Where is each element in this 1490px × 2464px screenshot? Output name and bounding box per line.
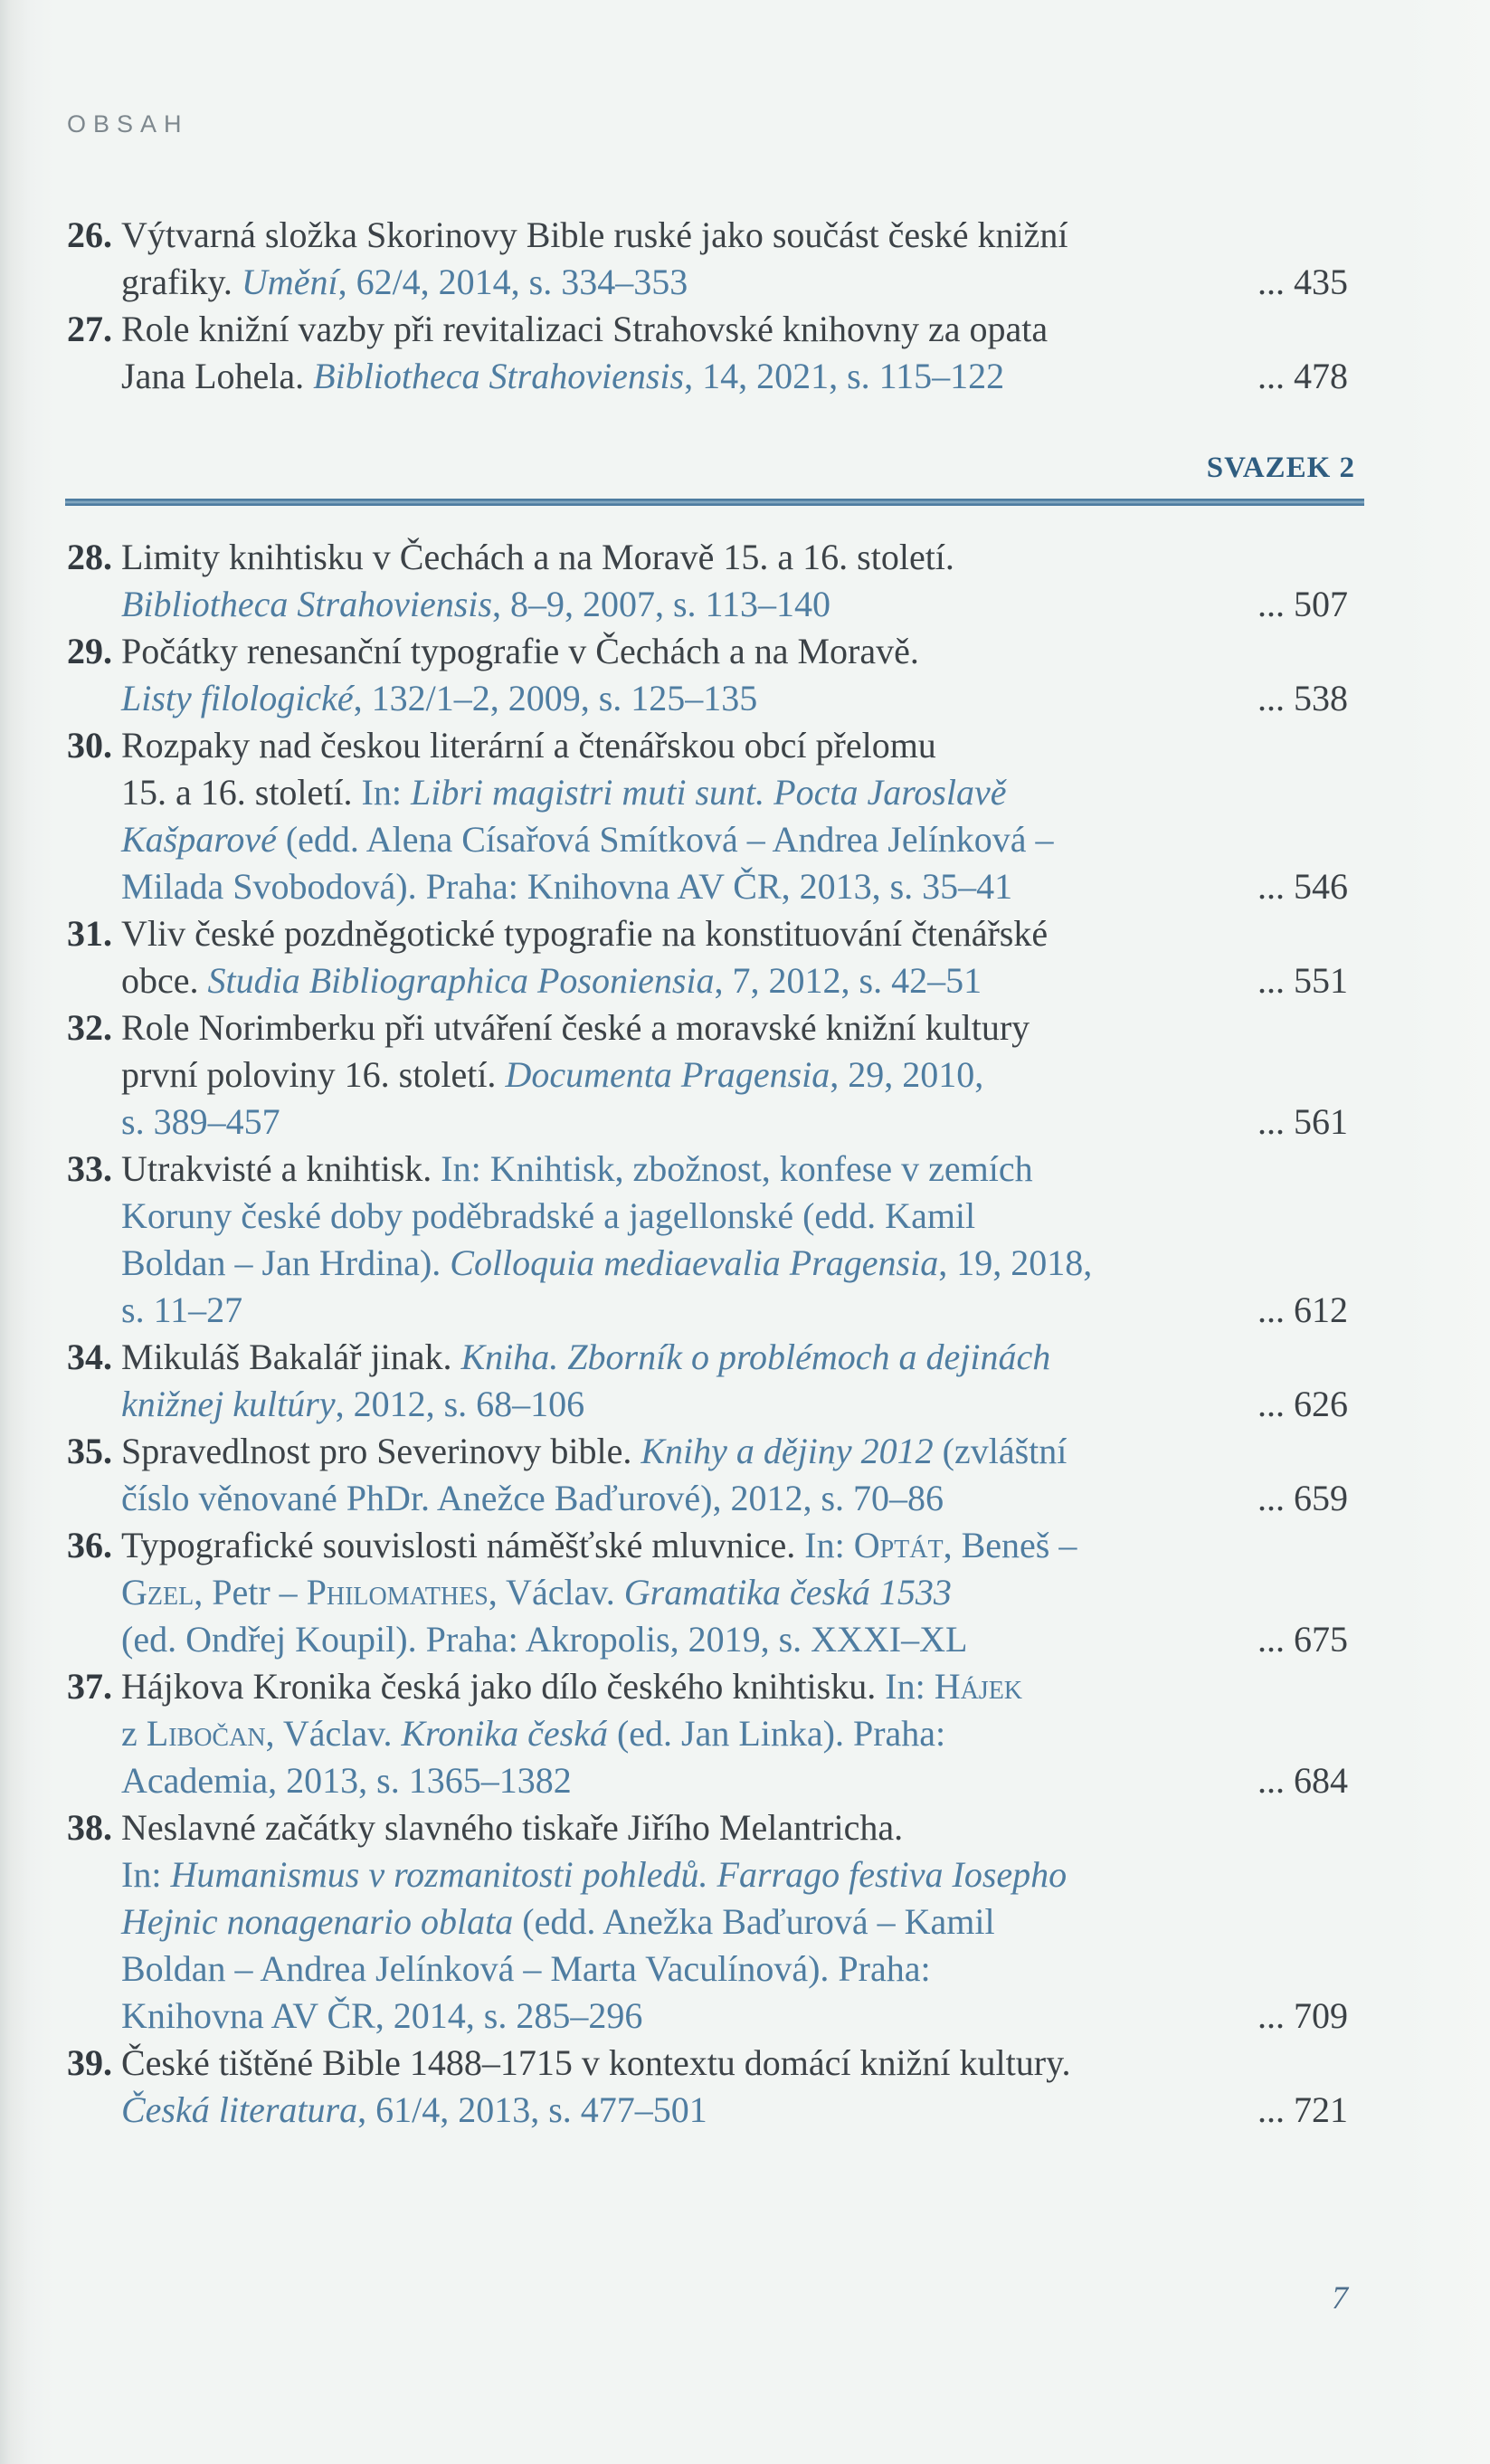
entry-text-segment: Hájkova Kronika česká jako dílo českého knihtisku. [121, 1666, 886, 1707]
entry-page-number: ... 435 [1257, 262, 1348, 302]
entry-text-segment: Knihy a dějiny 2012 [641, 1431, 934, 1471]
entry-text-segment: (ed. Ondřej Koupil). Praha: Akropolis, 2019, s. XXXI–XL [121, 1619, 968, 1660]
entry-text-segment: Neslavné začátky slavného tiskaře Jiřího Melantricha. [121, 1807, 904, 1848]
entry-number: 32. [67, 1007, 112, 1048]
toc-line [121, 1757, 1348, 1804]
entry-text-segment: Libri magistri muti sunt. Pocta Jaroslavě [410, 772, 1007, 813]
entry-text-segment: Rozpaky nad českou literární a čtenářskou obcí přelomu [121, 725, 936, 766]
entry-text-segment: Kašparové [121, 819, 286, 860]
entry-text-segment: , 19, 2018, [938, 1242, 1093, 1283]
toc-entry [67, 722, 1348, 910]
entry-text-segment: (zvláštní [933, 1431, 1068, 1471]
section-label-svazek-2: SVAZEK 2 [1206, 452, 1355, 484]
entry-page-number: ... 561 [1257, 1101, 1348, 1142]
toc-line [67, 722, 1348, 769]
toc-line [121, 1569, 1348, 1616]
entry-number: 35. [67, 1431, 112, 1471]
entry-text-segment: Bibliotheca Strahoviensis [121, 584, 492, 624]
entry-text-segment: Knihovna AV ČR, 2014, s. 285–296 [121, 1995, 643, 2036]
entry-text-segment: Spravedlnost pro Severinovy bible. [121, 1431, 641, 1471]
entry-text-segment: In: [121, 1854, 171, 1895]
entry-text-segment: Optát [853, 1525, 944, 1565]
entry-text-segment: Hájek [934, 1666, 1023, 1707]
entry-text-segment: Mikuláš Bakalář jinak. [121, 1337, 461, 1377]
toc-line [121, 353, 1348, 400]
entry-text-segment: Studia Bibliographica Posoniensia [207, 960, 715, 1001]
toc-line [67, 628, 1348, 675]
toc-line [121, 1381, 1348, 1428]
entry-text-segment: , 61/4, 2013, s. 477–501 [357, 2089, 707, 2130]
toc-entry [67, 1522, 1348, 1663]
toc-line [67, 1146, 1348, 1193]
entry-text-segment: Typografické souvislosti náměšťské mluvnice. [121, 1525, 805, 1565]
entry-text-segment: první poloviny 16. století. [121, 1054, 506, 1095]
entry-text-segment: , 29, 2010, [830, 1054, 984, 1095]
entry-text-segment: Utrakvisté a knihtisk. [121, 1148, 441, 1189]
toc-entries-volume1 [67, 212, 1348, 400]
entry-page-number: ... 612 [1257, 1289, 1348, 1330]
entry-text-segment: Colloquia mediaevalia Pragensia [450, 1242, 939, 1283]
entry-text-segment: Philomathes [306, 1572, 489, 1613]
entry-text-segment: Gramatika česká 1533 [623, 1572, 952, 1613]
toc-entry [67, 1428, 1348, 1522]
entry-page-number: ... 684 [1257, 1760, 1348, 1801]
entry-text-segment: číslo věnované PhDr. Anežce Baďurové), 2012, s. 70–86 [121, 1478, 944, 1518]
toc-line [67, 534, 1348, 581]
entry-number: 30. [67, 725, 112, 766]
entry-text-segment: Hejnic nonagenario oblata [121, 1901, 514, 1942]
entry-page-number: ... 478 [1257, 356, 1348, 396]
entry-text-segment: Gzel [121, 1572, 195, 1613]
toc-line [67, 1428, 1348, 1475]
entry-number: 36. [67, 1525, 112, 1565]
entry-text-segment: In: Knihtisk, zbožnost, konfese v zemích [441, 1148, 1033, 1189]
entry-text-segment: Vliv české pozdněgotické typografie na konstituování čtenářské [121, 913, 1049, 954]
entry-text-segment: s. 11–27 [121, 1289, 243, 1330]
toc-line [67, 212, 1348, 259]
entry-number: 38. [67, 1807, 112, 1848]
toc-line [121, 1710, 1348, 1757]
entry-text-segment: , 8–9, 2007, s. 113–140 [491, 584, 831, 624]
entry-number: 39. [67, 2042, 112, 2083]
toc-line [121, 1240, 1348, 1287]
entry-text-segment: knižnej kultúry [121, 1384, 336, 1424]
entry-text-segment: Academia, 2013, s. 1365–1382 [121, 1760, 572, 1801]
toc-line [67, 1334, 1348, 1381]
toc-entry [67, 1804, 1348, 2040]
entry-text-segment: Listy filologické [121, 678, 354, 718]
toc-line [121, 2087, 1348, 2134]
entry-page-number: ... 659 [1257, 1478, 1348, 1518]
entry-page-number: ... 538 [1257, 678, 1348, 718]
toc-entry [67, 2040, 1348, 2134]
entry-text-segment: , Václav. [265, 1713, 402, 1754]
entry-text-segment: , Petr – [194, 1572, 307, 1613]
toc-entry [67, 534, 1348, 628]
entry-text-segment: Počátky renesanční typografie v Čechách a na Moravě. [121, 631, 919, 671]
entry-text-segment: obce. [121, 960, 208, 1001]
entry-number: 26. [67, 214, 112, 255]
entry-number: 34. [67, 1337, 112, 1377]
toc-line [121, 769, 1348, 816]
entry-text-segment: , 2012, s. 68–106 [335, 1384, 585, 1424]
entry-text-segment: , 7, 2012, s. 42–51 [714, 960, 982, 1001]
entry-text-segment: In: [885, 1666, 935, 1707]
entry-text-segment: Česká literatura [121, 2089, 358, 2130]
toc-entry [67, 306, 1348, 400]
entry-text-segment: , 132/1–2, 2009, s. 125–135 [353, 678, 758, 718]
toc-entry [67, 1663, 1348, 1804]
entry-text-segment: Boldan – Jan Hrdina). [121, 1242, 451, 1283]
entry-number: 37. [67, 1666, 112, 1707]
entry-page-number: ... 551 [1257, 960, 1348, 1001]
toc-line [67, 2040, 1348, 2087]
entry-page-number: ... 709 [1257, 1995, 1348, 2036]
toc-line [67, 1663, 1348, 1710]
toc-line [67, 1004, 1348, 1051]
toc-line [121, 816, 1348, 863]
toc-entry [67, 1146, 1348, 1334]
entry-text-segment: In: [361, 772, 411, 813]
entry-number: 27. [67, 309, 112, 349]
toc-line [121, 1099, 1348, 1146]
toc-line [67, 306, 1348, 353]
entry-number: 33. [67, 1148, 112, 1189]
toc-line [121, 581, 1348, 628]
toc-line [121, 1287, 1348, 1334]
page-header-obsah: OBSAH [67, 110, 189, 138]
toc-line [121, 1051, 1348, 1099]
toc-entries-volume2 [67, 534, 1348, 2134]
toc-line [121, 675, 1348, 722]
toc-entry [67, 212, 1348, 306]
entry-text-segment: , 14, 2021, s. 115–122 [684, 356, 1005, 396]
toc-line [67, 1804, 1348, 1851]
entry-text-segment: Role knižní vazby při revitalizaci Strahovské knihovny za opata [121, 309, 1049, 349]
entry-page-number: ... 626 [1257, 1384, 1348, 1424]
entry-text-segment: (edd. Anežka Baďurová – Kamil [513, 1901, 995, 1942]
toc-line [121, 1898, 1348, 1946]
toc-line [121, 1946, 1348, 1993]
entry-text-segment: , Václav. [488, 1572, 624, 1613]
entry-text-segment: Jana Lohela. [121, 356, 314, 396]
entry-text-segment: Kronika česká [401, 1713, 608, 1754]
section-divider-rule [65, 499, 1364, 506]
entry-text-segment: Limity knihtisku v Čechách a na Moravě 15. a 16. století. [121, 537, 954, 577]
toc-entry [67, 910, 1348, 1004]
entry-text-segment: Milada Svobodová). Praha: Knihovna AV ČR, 2013, s. 35–41 [121, 866, 1013, 907]
entry-text-segment: s. 389–457 [121, 1101, 280, 1142]
entry-page-number: ... 721 [1257, 2089, 1348, 2130]
entry-number: 31. [67, 913, 112, 954]
entry-page-number: ... 507 [1257, 584, 1348, 624]
entry-number: 29. [67, 631, 112, 671]
toc-line [67, 1522, 1348, 1569]
entry-text-segment: Bibliotheca Strahoviensis [313, 356, 685, 396]
entry-text-segment: Role Norimberku při utváření české a moravské knižní kultury [121, 1007, 1030, 1048]
entry-text-segment: Výtvarná složka Skorinovy Bible ruské jako součást české knižní [121, 214, 1068, 255]
entry-text-segment: Umění [241, 262, 338, 302]
toc-line [121, 1475, 1348, 1522]
entry-text-segment: České tištěné Bible 1488–1715 v kontextu domácí knižní kultury. [121, 2042, 1071, 2083]
toc-entry [67, 1334, 1348, 1428]
entry-text-segment: Boldan – Andrea Jelínková – Marta Vaculínová). Praha: [121, 1948, 931, 1989]
toc-line [121, 259, 1348, 306]
toc-line [67, 910, 1348, 957]
entry-text-segment: z [121, 1713, 147, 1754]
entry-page-number: ... 546 [1257, 866, 1348, 907]
entry-text-segment: In: [804, 1525, 854, 1565]
entry-text-segment: grafiky. [121, 262, 242, 302]
toc-entry [67, 1004, 1348, 1146]
entry-number: 28. [67, 537, 112, 577]
toc-line [121, 957, 1348, 1004]
toc-line [121, 1993, 1348, 2040]
toc-line [121, 1193, 1348, 1240]
entry-text-segment: , Beneš – [943, 1525, 1077, 1565]
entry-text-segment: Kniha. Zborník o problémoch a dejinách [460, 1337, 1051, 1377]
entry-text-segment: , 62/4, 2014, s. 334–353 [337, 262, 688, 302]
entry-text-segment: (ed. Jan Linka). Praha: [607, 1713, 946, 1754]
toc-entry [67, 628, 1348, 722]
entry-text-segment: Libočan [146, 1713, 266, 1754]
entry-page-number: ... 675 [1257, 1619, 1348, 1660]
entry-text-segment: 15. a 16. století. [121, 772, 362, 813]
toc-line [121, 1616, 1348, 1663]
toc-line [121, 1851, 1348, 1898]
toc-line [121, 863, 1348, 910]
entry-text-segment: Documenta Pragensia [505, 1054, 830, 1095]
page-number-folio: 7 [1332, 2279, 1348, 2316]
entry-text-segment: Humanismus v rozmanitosti pohledů. Farrago festiva Iosepho [170, 1854, 1068, 1895]
entry-text-segment: (edd. Alena Císařová Smítková – Andrea Jelínková – [285, 819, 1054, 860]
entry-text-segment: Koruny české doby poděbradské a jagellonské (edd. Kamil [121, 1195, 976, 1236]
